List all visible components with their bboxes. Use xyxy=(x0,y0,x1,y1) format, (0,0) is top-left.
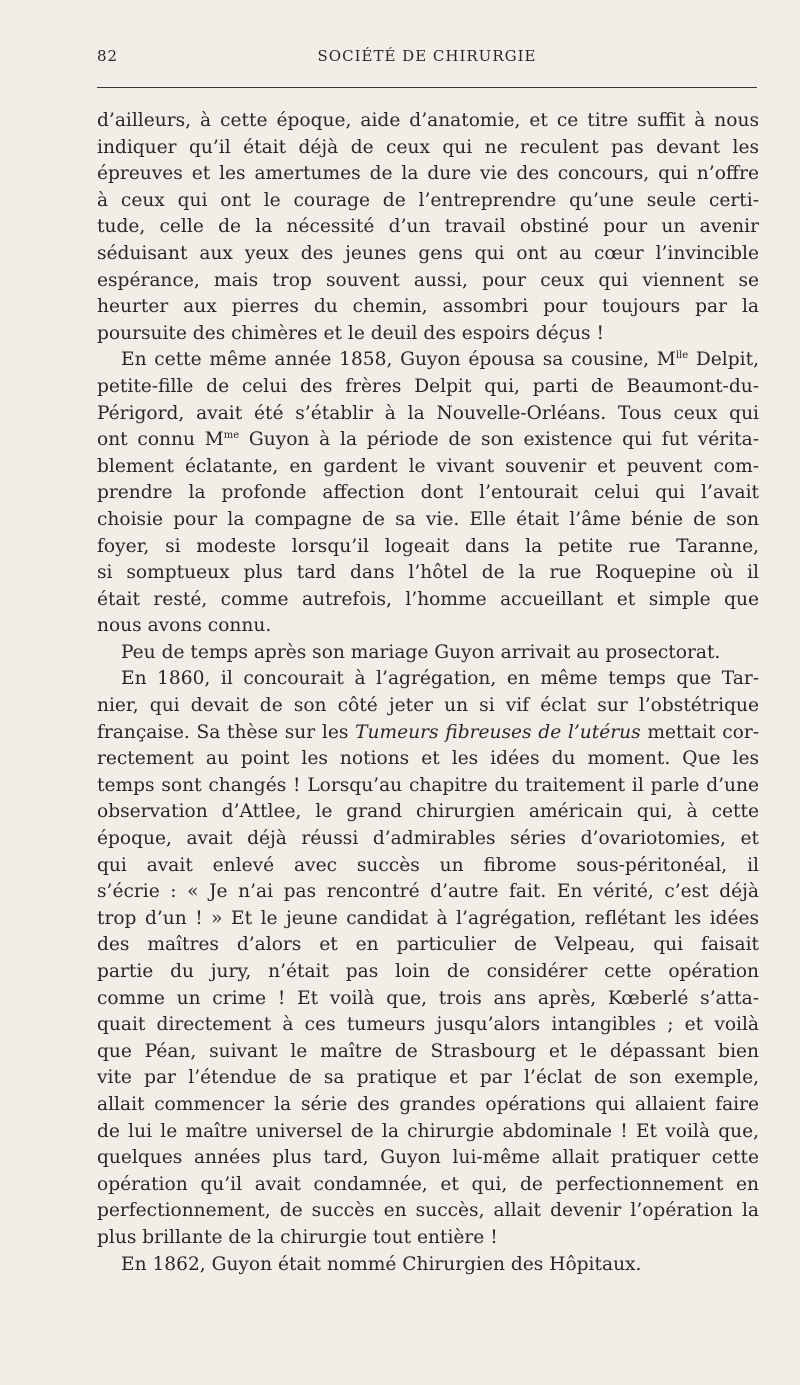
text-line xyxy=(97,427,759,454)
text-line: comme un crime ! Et voilà que, trois ans après, Kœberlé s’atta- xyxy=(97,987,759,1009)
text-line: si somptueux plus tard dans l’hôtel de la rue Roquepine où il xyxy=(97,562,759,584)
text-line: que Péan, suivant le maître de Strasbourg et le dépassant bien xyxy=(97,1040,759,1062)
page-number: 82 xyxy=(97,47,119,65)
text-line: époque, avait déjà réussi d’admirables séries d’ovariotomies, et xyxy=(97,828,759,850)
thesis-title: Tumeurs fibreuses de l’utérus xyxy=(355,721,641,743)
text-line: s’écrie : « Je n’ai pas rencontré d’autre fait. En vérité, c’est déjà xyxy=(97,881,759,903)
text-line: perfectionnement, de succès en succès, allait devenir l’opération la xyxy=(97,1200,759,1222)
text-line xyxy=(97,720,759,747)
text-line: En 1862, Guyon était nommé Chirurgien des Hôpitaux. xyxy=(121,1253,642,1275)
text-segment: En cette même année 1858, Guyon épousa sa cousine, M xyxy=(121,349,676,371)
text-line: foyer, si modeste lorsqu’il logeait dans la petite rue Taranne, xyxy=(97,535,759,557)
text-line xyxy=(97,347,759,374)
text-segment: Guyon à la période de son existence qui fut vérita- xyxy=(239,429,759,451)
text-line: Peu de temps après son mariage Guyon arrivait au prosectorat. xyxy=(121,641,721,663)
text-line: rectement au point les notions et les idées du moment. Que les xyxy=(97,748,759,770)
text-line: quelques années plus tard, Guyon lui-même allait pratiquer cette xyxy=(97,1147,759,1169)
text-segment: Delpit, xyxy=(688,349,759,371)
text-line: heurter aux pierres du chemin, assombri pour toujours par la xyxy=(97,296,759,318)
text-line: opération qu’il avait condamnée, et qui, de perfectionnement en xyxy=(97,1173,759,1195)
text-line: tude, celle de la nécessité d’un travail obstiné pour un avenir xyxy=(97,216,759,238)
text-line: En 1860, il concourait à l’agrégation, en même temps que Tar- xyxy=(121,668,759,690)
page-header xyxy=(97,47,757,71)
text-line: choisie pour la compagne de sa vie. Elle était l’âme bénie de son xyxy=(97,508,759,530)
text-line: petite-fille de celui des frères Delpit qui, parti de Beaumont-du- xyxy=(97,375,759,397)
text-line: d’ailleurs, à cette époque, aide d’anatomie, et ce titre suffit à nous xyxy=(97,110,759,131)
running-title: SOCIÉTÉ DE CHIRURGIE xyxy=(317,47,537,65)
text-line: épreuves et les amertumes de la dure vie des concours, qui n’offre xyxy=(97,163,759,185)
text-line: espérance, mais trop souvent aussi, pour ceux qui viennent se xyxy=(97,269,759,291)
text-line: des maîtres d’alors et en particulier de Velpeau, qui faisait xyxy=(97,934,759,956)
text-line: plus brillante de la chirurgie tout entière ! xyxy=(97,1226,498,1248)
superscript-abbreviation: lle xyxy=(675,350,689,362)
text-line: partie du jury, n’était pas loin de considérer cette opération xyxy=(97,961,759,982)
text-line: vite par l’étendue de sa pratique et par l’éclat de son exemple, xyxy=(97,1067,759,1089)
text-line: temps sont changés ! Lorsqu’au chapitre du traitement il parle d’une xyxy=(97,774,759,796)
text-line: prendre la profonde affection dont l’entourait celui qui l’avait xyxy=(97,482,759,504)
text-line: observation d’Attlee, le grand chirurgien américain qui, à cette xyxy=(97,801,759,823)
text-line: à ceux qui ont le courage de l’entreprendre qu’une seule certi- xyxy=(97,189,759,211)
text-line: quait directement à ces tumeurs jusqu’alors intangibles ; et voilà xyxy=(97,1014,759,1036)
text-line: indiquer qu’il était déjà de ceux qui ne reculent pas devant les xyxy=(97,136,759,158)
text-segment: française. Sa thèse sur les xyxy=(97,721,356,743)
text-line: nier, qui devait de son côté jeter un si vif éclat sur l’obstétrique xyxy=(97,695,759,717)
text-line: de lui le maître universel de la chirurgie abdominale ! Et voilà que, xyxy=(97,1120,759,1142)
superscript-abbreviation: me xyxy=(223,430,240,442)
text-line: Périgord, avait été s’établir à la Nouvelle-Orléans. Tous ceux qui xyxy=(97,402,759,424)
text-segment: mettait cor- xyxy=(640,721,759,743)
body-text xyxy=(97,108,759,1278)
text-line: qui avait enlevé avec succès un fibrome sous-péritonéal, il xyxy=(97,854,759,876)
text-line: séduisant aux yeux des jeunes gens qui ont au cœur l’invincible xyxy=(97,242,759,264)
text-line: était resté, comme autrefois, l’homme accueillant et simple que xyxy=(97,588,759,610)
text-line: allait commencer la série des grandes opérations qui allaient faire xyxy=(97,1093,759,1115)
text-segment: ont connu M xyxy=(97,429,224,451)
text-line: blement éclatante, en gardent le vivant souvenir et peuvent com- xyxy=(97,455,759,477)
text-line: nous avons connu. xyxy=(97,615,272,637)
header-rule xyxy=(97,87,757,88)
text-line: poursuite des chimères et le deuil des espoirs déçus ! xyxy=(97,322,604,344)
text-line: trop d’un ! » Et le jeune candidat à l’agrégation, reflétant les idées xyxy=(97,907,759,929)
